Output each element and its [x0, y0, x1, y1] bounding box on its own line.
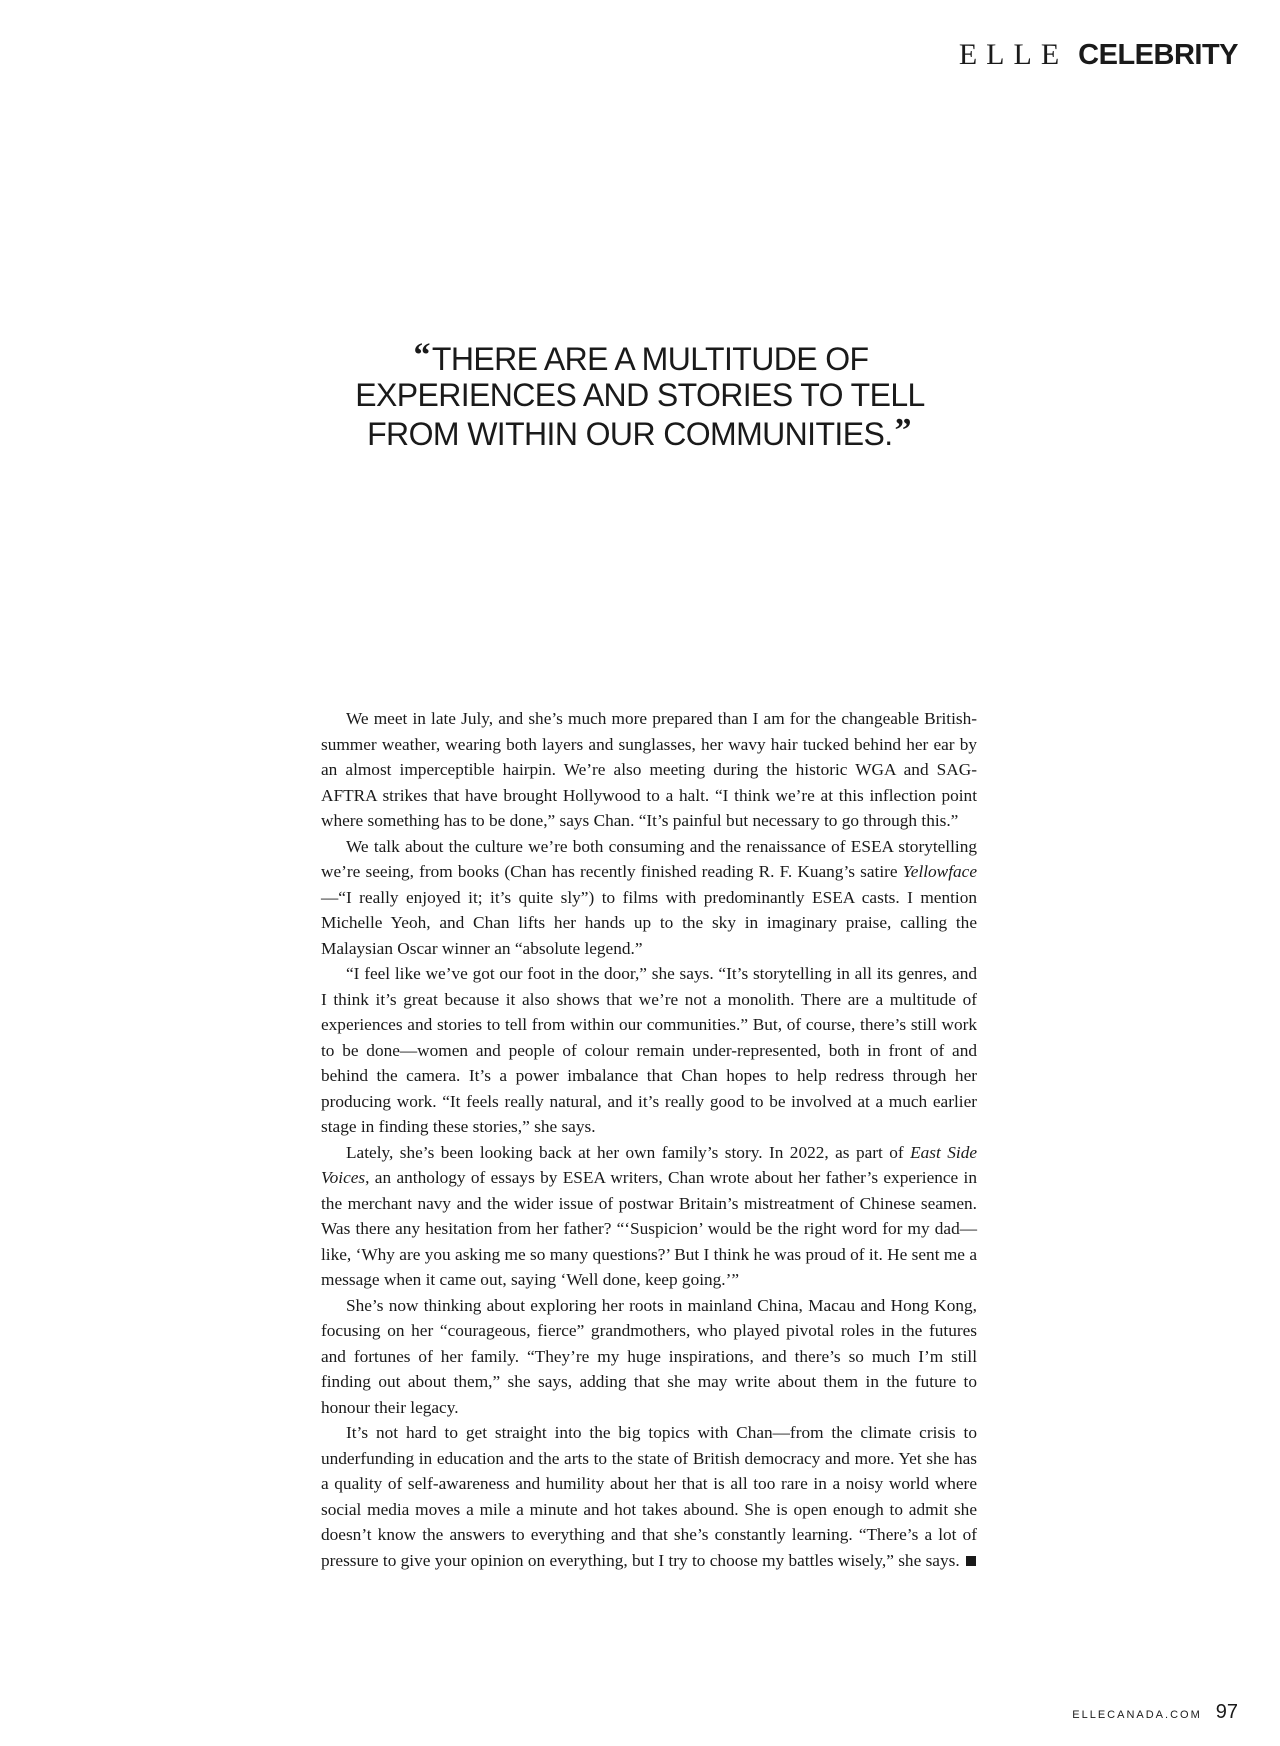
article-paragraph-3: “I feel like we’ve got our foot in the door,” she says. “It’s storytelling in all its genres, and I think it’s great because it also shows that we’re not a monolith. There are a multitude of experiences and stories to tell from within our communities.” But, of course, there’s still work to be done—women and people of colour remain under-represented, both in front of and behind the camera. It’s a power imbalance that Chan hopes to help redress through her producing work. “It feels really natural, and it’s really good to be involved at a much earlier stage in finding these stories,” she says. — [321, 964, 977, 1136]
article-paragraph-2 — [321, 834, 977, 962]
page-number: 97 — [1215, 1701, 1238, 1723]
pull-quote-line-2: EXPERIENCES AND STORIES TO TELL — [355, 377, 925, 413]
book-title: Yellowface — [902, 862, 977, 881]
section-label: CELEBRITY — [1078, 39, 1238, 71]
page-header — [959, 38, 1238, 72]
anthology-title: East Side Voices — [321, 1142, 978, 1187]
magazine-logo: ELLE — [958, 38, 1069, 71]
pull-quote-line-1: THERE ARE A MULTITUDE OF — [431, 341, 869, 377]
paragraph-text: —“I really enjoyed it; it’s quite sly”) to films with predominantly ESEA casts. I mention Michelle Yeoh, and Chan lifts her hands up to the sky in imaginary praise, calling the Malaysian Oscar winner an “absolute legend.” — [321, 887, 977, 958]
page-footer — [1072, 1701, 1238, 1724]
paragraph-text: We talk about the culture we’re both consuming and the renaissance of ESEA storytelling we’re seeing, from books (Chan has recently finished reading R. F. Kuang’s satire — [321, 836, 977, 881]
paragraph-text: It’s not hard to get straight into the big topics with Chan—from the climate crisis to underfunding in education and the arts to the state of British democracy and more. Yet she has a quality of self-awareness and humility about her that is all too rare in a noisy world where social media moves a mile a minute and hot takes abound. She is open enough to admit she doesn’t know the answers to everything and that she’s constantly learning. “There’s a lot of pressure to give your opinion on everything, but I try to choose my battles wisely,” she says. — [321, 1423, 977, 1570]
end-square-icon — [966, 1556, 976, 1566]
article-paragraph-1: We meet in late July, and she’s much more prepared than I am for the changeable British-summer weather, wearing both layers and sunglasses, her wavy hair tucked behind her ear by an almost imperceptible hairpin. We’re also meeting during the historic WGA and SAG-AFTRA strikes that have brought Hollywood to a halt. “I think we’re at this inflection point where something has to be done,” says Chan. “It’s painful but necessary to go through this.” — [321, 709, 977, 830]
article-paragraph-5: She’s now thinking about exploring her roots in mainland China, Macau and Hong Kong, focusing on her “courageous, fierce” grandmothers, who played pivotal roles in the futures and fortunes of her family. “They’re my huge inspirations, and there’s so much I’m still finding out about them,” she says, adding that she may write about them in the future to honour their legacy. — [321, 1295, 977, 1417]
website-url: ELLECANADA.COM — [1072, 1709, 1202, 1721]
open-quote-mark: “ — [413, 337, 430, 374]
paragraph-text: Lately, she’s been looking back at her own family’s story. In 2022, as part of — [346, 1142, 911, 1162]
article-paragraph-6 — [321, 1420, 977, 1573]
article-body — [321, 706, 977, 1573]
pull-quote — [300, 338, 980, 452]
pull-quote-line-3: FROM WITHIN OUR COMMUNITIES. — [367, 416, 893, 452]
close-quote-mark: ” — [894, 412, 911, 449]
article-paragraph-4 — [321, 1140, 977, 1293]
paragraph-text: , an anthology of essays by ESEA writers, Chan wrote about her father’s experience in the merchant navy and the wider issue of postwar Britain’s mistreatment of Chinese seamen. Was there any hesitation from her father? “‘Suspicion’ would be the right word for my dad—like, ‘Why are you asking me so many questions?’ But I think he was proud of it. He sent me a message when it came out, saying ‘Well done, keep going.’” — [321, 1168, 977, 1289]
